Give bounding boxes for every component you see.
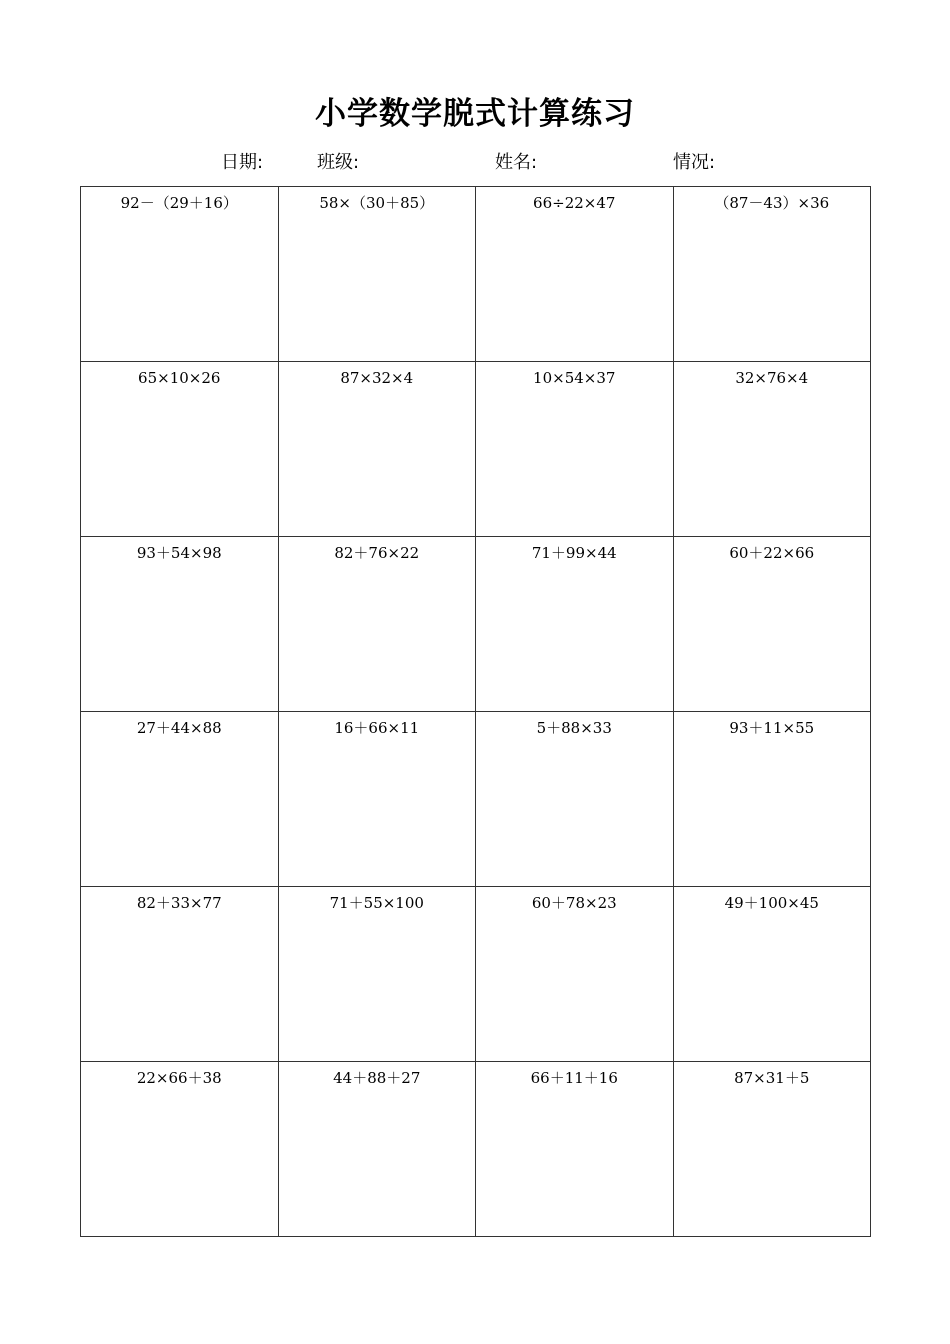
problem-grid (80, 186, 871, 1237)
problem-cell: 66÷22×47 (476, 187, 674, 362)
status-field-label: 情况: (673, 152, 716, 173)
info-fields-row (0, 150, 950, 176)
name-field-label: 姓名: (495, 152, 538, 173)
problem-cell: （87－43）×36 (674, 187, 872, 362)
date-field-label: 日期: (221, 152, 264, 173)
problem-cell: 93＋11×55 (674, 712, 872, 887)
problem-cell: 16＋66×11 (279, 712, 477, 887)
problem-cell: 32×76×4 (674, 362, 872, 537)
problem-cell: 66＋11＋16 (476, 1062, 674, 1237)
problem-cell: 60＋78×23 (476, 887, 674, 1062)
problem-cell: 27＋44×88 (81, 712, 279, 887)
worksheet-title: 小学数学脱式计算练习 (315, 96, 635, 132)
problem-cell: 10×54×37 (476, 362, 674, 537)
problem-cell: 5＋88×33 (476, 712, 674, 887)
problem-cell: 71＋55×100 (279, 887, 477, 1062)
problem-cell: 92－（29＋16） (81, 187, 279, 362)
class-field-label: 班级: (317, 152, 360, 173)
problem-cell: 87×32×4 (279, 362, 477, 537)
problem-cell: 71＋99×44 (476, 537, 674, 712)
problem-cell: 58×（30＋85） (279, 187, 477, 362)
problem-cell: 49＋100×45 (674, 887, 872, 1062)
problem-cell: 82＋33×77 (81, 887, 279, 1062)
problem-cell: 87×31＋5 (674, 1062, 872, 1237)
problem-cell: 82＋76×22 (279, 537, 477, 712)
problem-cell: 60＋22×66 (674, 537, 872, 712)
problem-cell: 93＋54×98 (81, 537, 279, 712)
problem-cell: 22×66＋38 (81, 1062, 279, 1237)
problem-cell: 65×10×26 (81, 362, 279, 537)
problem-cell: 44＋88＋27 (279, 1062, 477, 1237)
